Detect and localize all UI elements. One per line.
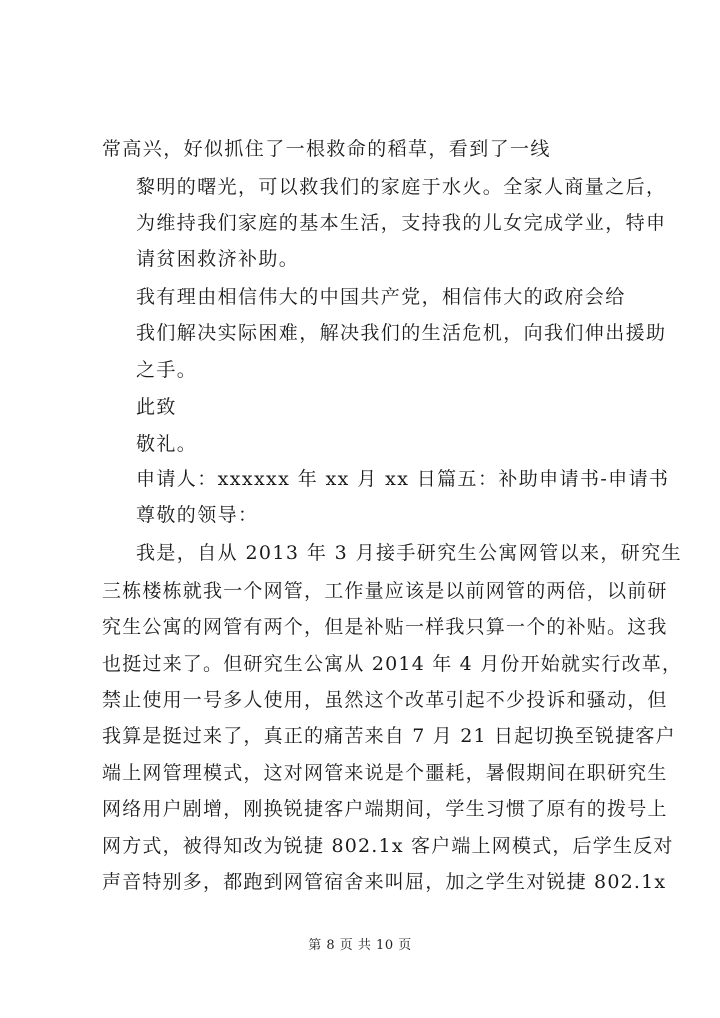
text-line: 声音特别多，都跑到网管宿舍来叫屈，加之学生对锐捷 802.1x [102, 871, 667, 893]
page-footer: 第 8 页 共 10 页 [308, 938, 412, 953]
text-line: 究生公寓的网管有两个，但是补贴一样我只算一个的补贴。这我 [102, 616, 668, 638]
text-line: 也挺过来了。但研究生公寓从 2014 年 4 月份开始就实行改革， [102, 653, 683, 675]
text-line: 禁止使用一号多人使用，虽然这个改革引起不少投诉和骚动，但 [102, 689, 668, 711]
text-line: 我们解决实际困难，解决我们的生活危机，向我们伸出援助 [136, 322, 667, 344]
text-line: 网方式，被得知改为锐捷 802.1x 客户端上网模式，后学生反对 [102, 835, 674, 857]
text-line: 三栋楼栋就我一个网管，工作量应该是以前网管的两倍，以前研 [102, 580, 668, 602]
signature-line: 申请人：xxxxxx 年 xx 月 xx 日篇五：补助申请书-申请书 [136, 468, 670, 490]
text-line: 请贫困救济补助。 [136, 248, 300, 270]
text-line: 为维持我们家庭的基本生活，支持我的儿女完成学业，特申 [136, 212, 667, 234]
closing-line: 此致 [136, 396, 177, 418]
text-line: 我是，自从 2013 年 3 月接手研究生公寓网管以来，研究生 [136, 542, 683, 564]
closing-line: 敬礼。 [136, 433, 198, 455]
text-line: 网络用户剧增，刚换锐捷客户端期间，学生习惯了原有的拨号上 [102, 798, 668, 820]
text-line: 端上网管理模式，这对网管来说是个噩耗，暑假期间在职研究生 [102, 762, 668, 784]
text-line: 之手。 [136, 359, 198, 381]
text-line: 我有理由相信伟大的中国共产党，相信伟大的政府会给 [136, 286, 626, 308]
text-line: 黎明的曙光，可以救我们的家庭于水火。全家人商量之后， [136, 176, 667, 198]
text-line: 常高兴，好似抓住了一根救命的稻草，看到了一线 [102, 138, 551, 160]
text-line: 我算是挺过来了，真正的痛苦来自 7 月 21 日起切换至锐捷客户 [102, 725, 676, 747]
salutation-line: 尊敬的领导： [136, 504, 259, 526]
